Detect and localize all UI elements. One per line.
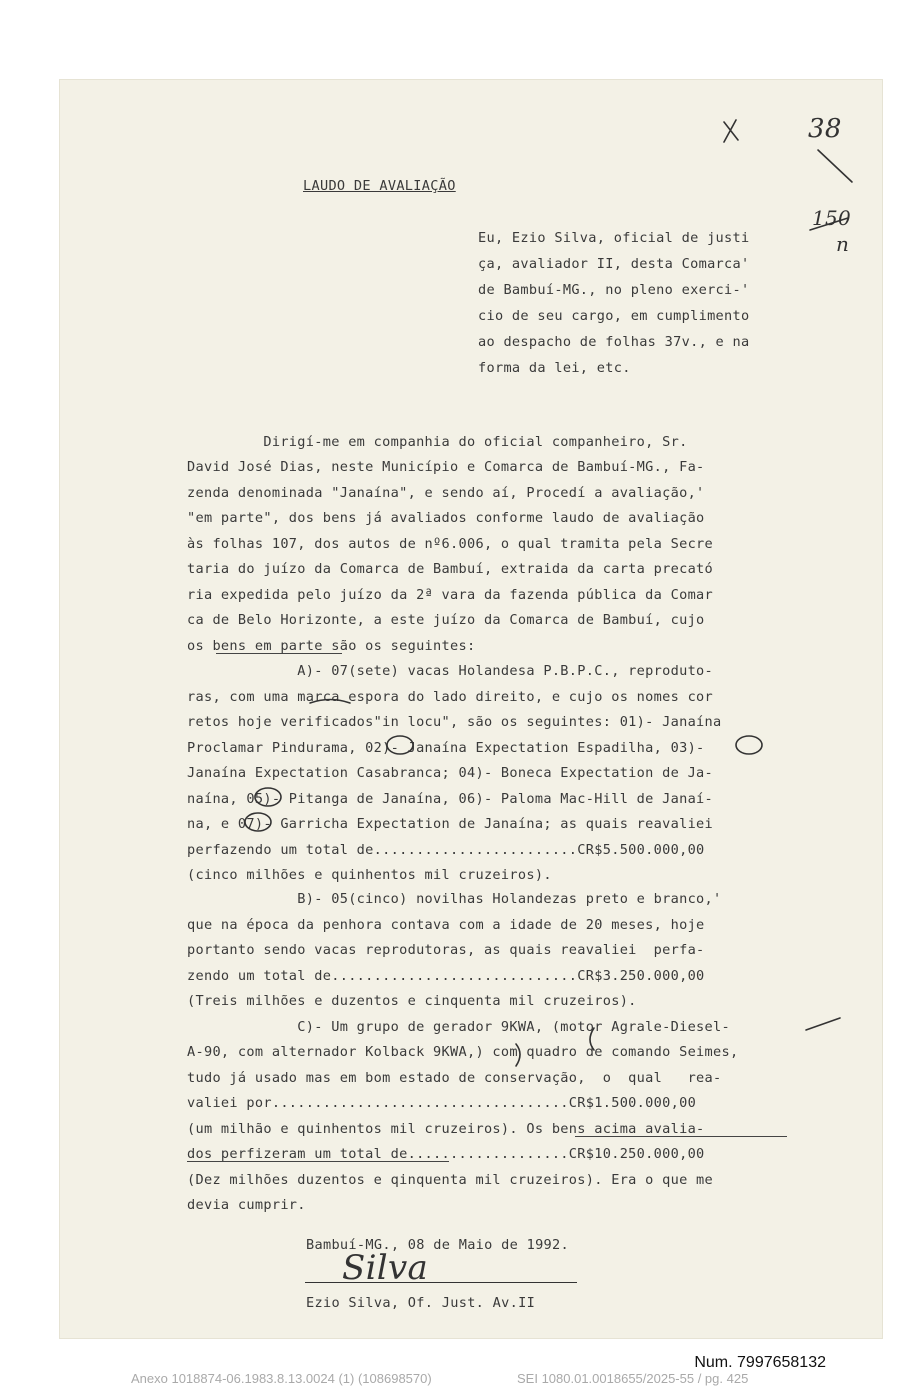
paren-close-icon [516, 1044, 520, 1066]
circle-05-icon [255, 788, 281, 806]
body-line: naína, 05)- Pitanga de Janaína, 06)- Paloma Mac-Hill de Janaí- [187, 791, 714, 807]
body-line: A-90, com alternador Kolback 9KWA,) com quadro de comando Seimes, [187, 1044, 739, 1060]
body-line: zenda denominada "Janaína", e sendo aí, Procedí a avaliação,' [187, 485, 705, 501]
body-line: Proclamar Pindurama, 02)- Janaína Expectation Espadilha, 03)- [187, 740, 705, 756]
body-line: retos hoje verificados"in locu", são os seguintes: 01)- Janaína [187, 714, 722, 730]
x-mark-icon [724, 120, 738, 142]
document-title: LAUDO DE AVALIAÇÃO [303, 178, 456, 194]
intro-line: cio de seu cargo, em cumplimento [478, 308, 750, 324]
body-line: os bens em parte são os seguintes: [187, 638, 476, 654]
circle-02-icon [387, 736, 413, 754]
intro-line: forma da lei, etc. [478, 360, 631, 376]
intro-line: ao despacho de folhas 37v., e na [478, 334, 750, 350]
body-line: que na época da penhora contava com a idade de 20 meses, hoje [187, 917, 705, 933]
circle-07-icon [245, 813, 271, 831]
folio-fraction-top: 150 [812, 206, 852, 230]
body-line: tudo já usado mas em bom estado de conservação, o qual rea- [187, 1070, 722, 1086]
body-line: valiei por...................................CR$1.500.000,00 [187, 1095, 697, 1111]
body-line: A)- 07(sete) vacas Holandesa P.B.P.C., reproduto- [187, 663, 714, 679]
body-line: perfazendo um total de........................CR$5.500.000,00 [187, 842, 705, 858]
body-line: taria do juízo da Comarca de Bambuí, extraida da carta precató [187, 561, 714, 577]
body-line: ca de Belo Horizonte, a este juízo da Comarca de Bambuí, cujo [187, 612, 705, 628]
body-line: (um milhão e quinhentos mil cruzeiros). Os bens acima avalia- [187, 1121, 705, 1137]
body-line: David José Dias, neste Município e Comarca de Bambuí-MG., Fa- [187, 459, 705, 475]
margin-dash-icon [806, 1018, 840, 1030]
folio-number: 38 [808, 114, 842, 144]
body-line: zendo um total de.............................CR$3.250.000,00 [187, 968, 705, 984]
body-line: às folhas 107, dos autos de nº6.006, o qual tramita pela Secre [187, 536, 714, 552]
body-line: devia cumprir. [187, 1197, 306, 1213]
folio-fraction-bottom: n [836, 232, 850, 256]
intro-line: Eu, Ezio Silva, oficial de justi [478, 230, 750, 246]
signatory-name: Ezio Silva, Of. Just. Av.II [306, 1295, 536, 1311]
document-number: Num. 7997658132 [694, 1354, 826, 1371]
body-line: dos perfizeram um total de...................CR$10.250.000,00 [187, 1146, 705, 1162]
marca-mark-icon [310, 700, 350, 704]
body-line: C)- Um grupo de gerador 9KWA, (motor Agrale-Diesel- [187, 1019, 730, 1035]
paren-open-icon [590, 1028, 594, 1050]
body-line: (Treis milhões e duzentos e cinquenta mil cruzeiros). [187, 993, 637, 1009]
circle-03-icon [736, 736, 762, 754]
date-line: Bambuí-MG., 08 de Maio de 1992. [306, 1237, 570, 1253]
folio-strike-icon [818, 150, 852, 182]
body-line: ria expedida pelo juízo da 2ª vara da fazenda pública da Comar [187, 587, 714, 603]
signature-graphic: Silva [342, 1248, 429, 1288]
body-line: portanto sendo vacas reprodutoras, as quais reavaliei perfa- [187, 942, 705, 958]
sei-reference: SEI 1080.01.0018655/2025-55 / pg. 425 [517, 1371, 749, 1386]
body-line: Dirigí-me em companhia do oficial companheiro, Sr. [187, 434, 688, 450]
body-line: B)- 05(cinco) novilhas Holandezas preto e branco,' [187, 891, 722, 907]
body-line: na, e 07)- Garricha Expectation de Janaína; as quais reavaliei [187, 816, 714, 832]
body-line: Janaína Expectation Casabranca; 04)- Boneca Expectation de Ja- [187, 765, 714, 781]
body-line: ras, com uma marca espora do lado direito, e cujo os nomes cor [187, 689, 714, 705]
annex-reference: Anexo 1018874-06.1983.8.13.0024 (1) (108698570) [131, 1371, 432, 1386]
body-line: (cinco milhões e quinhentos mil cruzeiros). [187, 867, 552, 883]
intro-line: de Bambuí-MG., no pleno exerci-' [478, 282, 750, 298]
intro-line: ça, avaliador II, desta Comarca' [478, 256, 750, 272]
body-line: (Dez milhões duzentos e qinquenta mil cruzeiros). Era o que me [187, 1172, 714, 1188]
fraction-bar-icon [810, 218, 848, 230]
body-line: "em parte", dos bens já avaliados conforme laudo de avaliação [187, 510, 705, 526]
